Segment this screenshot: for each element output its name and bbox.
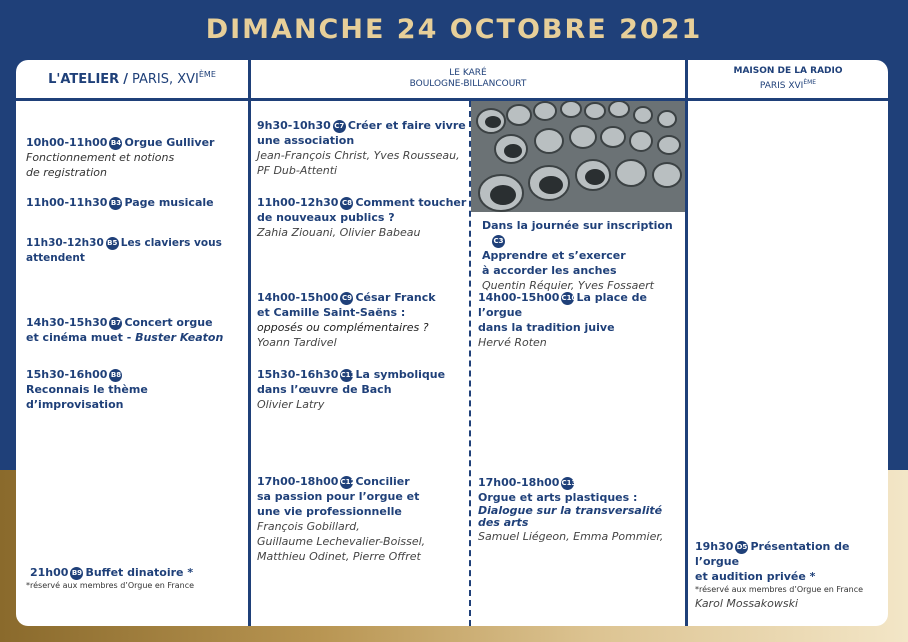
- header-atelier-sep: /: [123, 71, 128, 87]
- event-time: 11h00-12h30: [257, 196, 339, 209]
- event-title: César Franck: [355, 291, 436, 304]
- event-subtitle: Dialogue sur la transversalité: [478, 504, 663, 517]
- event-time: 17h00-18h00: [257, 475, 339, 488]
- event-dash: -: [122, 331, 136, 344]
- event-speakers: Hervé Roten: [478, 336, 547, 349]
- event-kare-c3: [482, 218, 682, 293]
- schedule-card: [16, 60, 888, 626]
- event-atelier-b4: [26, 135, 248, 180]
- event-title: La symbolique: [355, 368, 446, 381]
- event-intro: Dans la journée sur inscription: [482, 219, 673, 232]
- event-speakers: Zahia Ziouani, Olivier Babeau: [257, 226, 421, 239]
- event-title: et Camille Saint-Saëns :: [257, 306, 406, 319]
- event-kare-c11: [257, 367, 469, 412]
- event-title: et audition privée *: [695, 570, 816, 583]
- event-speakers: Olivier Latry: [257, 398, 325, 411]
- header-radio-name: MAISON DE LA RADIO: [733, 66, 843, 76]
- event-title: dans l’œuvre de Bach: [257, 383, 392, 396]
- event-speakers: François Gobillard,: [257, 520, 360, 533]
- event-time: 17h00-18h00: [478, 476, 560, 489]
- event-desc: de registration: [26, 166, 107, 179]
- event-note: *réservé aux membres d’Orgue en France: [695, 585, 864, 594]
- event-speakers: Jean-François Christ, Yves Rousseau,: [257, 149, 460, 162]
- event-speakers: Yoann Tardivel: [257, 336, 337, 349]
- event-atelier-b5: [26, 236, 248, 266]
- column-divider-2: [685, 60, 688, 626]
- event-title: Apprendre et s’exercer: [482, 249, 626, 262]
- event-time: 14h00-15h00: [478, 291, 560, 304]
- event-artist: Buster Keaton: [135, 331, 224, 344]
- event-title: Concert orgue: [124, 316, 213, 329]
- code-badge: C7: [333, 120, 346, 133]
- organ-pipes-photo: [471, 101, 685, 212]
- code-badge: B7: [109, 317, 122, 330]
- event-time: 10h00-11h00: [26, 136, 108, 149]
- event-kare-c10: [478, 290, 684, 350]
- column-divider-1: [248, 60, 251, 626]
- event-time: 14h30-15h30: [26, 316, 108, 329]
- header-atelier-name: L'ATELIER: [48, 71, 120, 87]
- event-title: Orgue Gulliver: [124, 136, 215, 149]
- event-time: 11h00-11h30: [26, 196, 108, 209]
- event-speakers: PF Dub-Attenti: [257, 164, 338, 177]
- event-title: Créer et faire vivre: [347, 119, 466, 132]
- header-atelier: [16, 60, 248, 98]
- event-title: Comment toucher: [355, 196, 467, 209]
- event-atelier-b3: [26, 195, 248, 210]
- event-atelier-b8: [26, 367, 248, 412]
- event-title: Les claviers vous attendent: [26, 237, 222, 264]
- event-title: Présentation de l’orgue: [695, 540, 850, 568]
- event-time: 15h30-16h00: [26, 368, 108, 381]
- event-kare-c9: [257, 290, 469, 350]
- event-title: une association: [257, 134, 355, 147]
- event-title: dans la tradition juive: [478, 321, 615, 334]
- event-speakers: Matthieu Odinet, Pierre Offret: [257, 550, 421, 563]
- event-title: une vie professionnelle: [257, 505, 402, 518]
- code-badge: B5: [106, 237, 119, 250]
- code-badge: D5: [735, 541, 748, 554]
- page-title: DIMANCHE 24 OCTOBRE 2021: [205, 14, 703, 45]
- code-badge: B3: [109, 197, 122, 210]
- event-speakers: Karol Mossakowski: [695, 597, 799, 610]
- header-divider: [16, 98, 888, 101]
- event-speakers: Quentin Réquier, Yves Fossaert: [482, 279, 654, 292]
- event-subtitle: opposés ou complémentaires ?: [257, 321, 429, 334]
- event-note: *réservé aux membres d’Orgue en France: [26, 581, 195, 590]
- event-subtitle: des arts: [478, 516, 529, 529]
- header-radio: [688, 60, 888, 98]
- event-title: La place de l’orgue: [478, 291, 647, 319]
- code-badge: C13: [561, 477, 574, 490]
- event-time: 14h00-15h00: [257, 291, 339, 304]
- code-badge: B9: [70, 567, 83, 580]
- event-time: 11h30-12h30: [26, 237, 104, 249]
- header-kare: [251, 60, 685, 98]
- event-title: Buffet dinatoire *: [85, 566, 194, 579]
- event-time: 9h30-10h30: [257, 119, 331, 132]
- event-time: 15h30-16h30: [257, 368, 339, 381]
- header-atelier-sup: ÈME: [198, 70, 216, 79]
- event-title: Orgue et arts plastiques :: [478, 491, 638, 504]
- event-title: Concilier: [355, 475, 410, 488]
- event-kare-c13: [478, 475, 684, 544]
- header-kare-place: BOULOGNE-BILLANCOURT: [409, 79, 527, 89]
- event-radio-d5: [695, 539, 887, 611]
- event-title: Page musicale: [124, 196, 214, 209]
- header-radio-sup: ÈME: [803, 79, 817, 86]
- code-badge: C3: [492, 235, 505, 248]
- code-badge: C8: [340, 197, 353, 210]
- event-time: 21h00: [30, 566, 69, 579]
- event-atelier-b7: [26, 315, 248, 345]
- code-badge: C12: [340, 476, 353, 489]
- event-title: Reconnais le thème d’improvisation: [26, 383, 148, 411]
- code-badge: B8: [109, 369, 122, 382]
- code-badge: C10: [561, 292, 574, 305]
- event-speakers: Guillaume Lechevalier-Boissel,: [257, 535, 426, 548]
- header-atelier-place: PARIS, XVI: [131, 71, 199, 87]
- event-title: sa passion pour l’orgue et: [257, 490, 420, 503]
- header-kare-name: LE KARÉ: [449, 68, 487, 78]
- header-radio-place: PARIS XVI: [759, 81, 804, 91]
- event-atelier-b9: [26, 565, 248, 592]
- code-badge: C9: [340, 292, 353, 305]
- event-title-line2: et cinéma muet: [26, 331, 123, 344]
- event-time: 19h30: [695, 540, 734, 553]
- event-kare-c8: [257, 195, 469, 240]
- code-badge: C11: [340, 369, 353, 382]
- event-speakers: Samuel Liégeon, Emma Pommier,: [478, 530, 664, 543]
- event-title: de nouveaux publics ?: [257, 211, 395, 224]
- code-badge: B4: [109, 137, 122, 150]
- event-kare-c12: [257, 474, 469, 564]
- event-desc: Fonctionnement et notions: [26, 151, 175, 164]
- event-kare-c7: [257, 118, 469, 178]
- event-title: à accorder les anches: [482, 264, 617, 277]
